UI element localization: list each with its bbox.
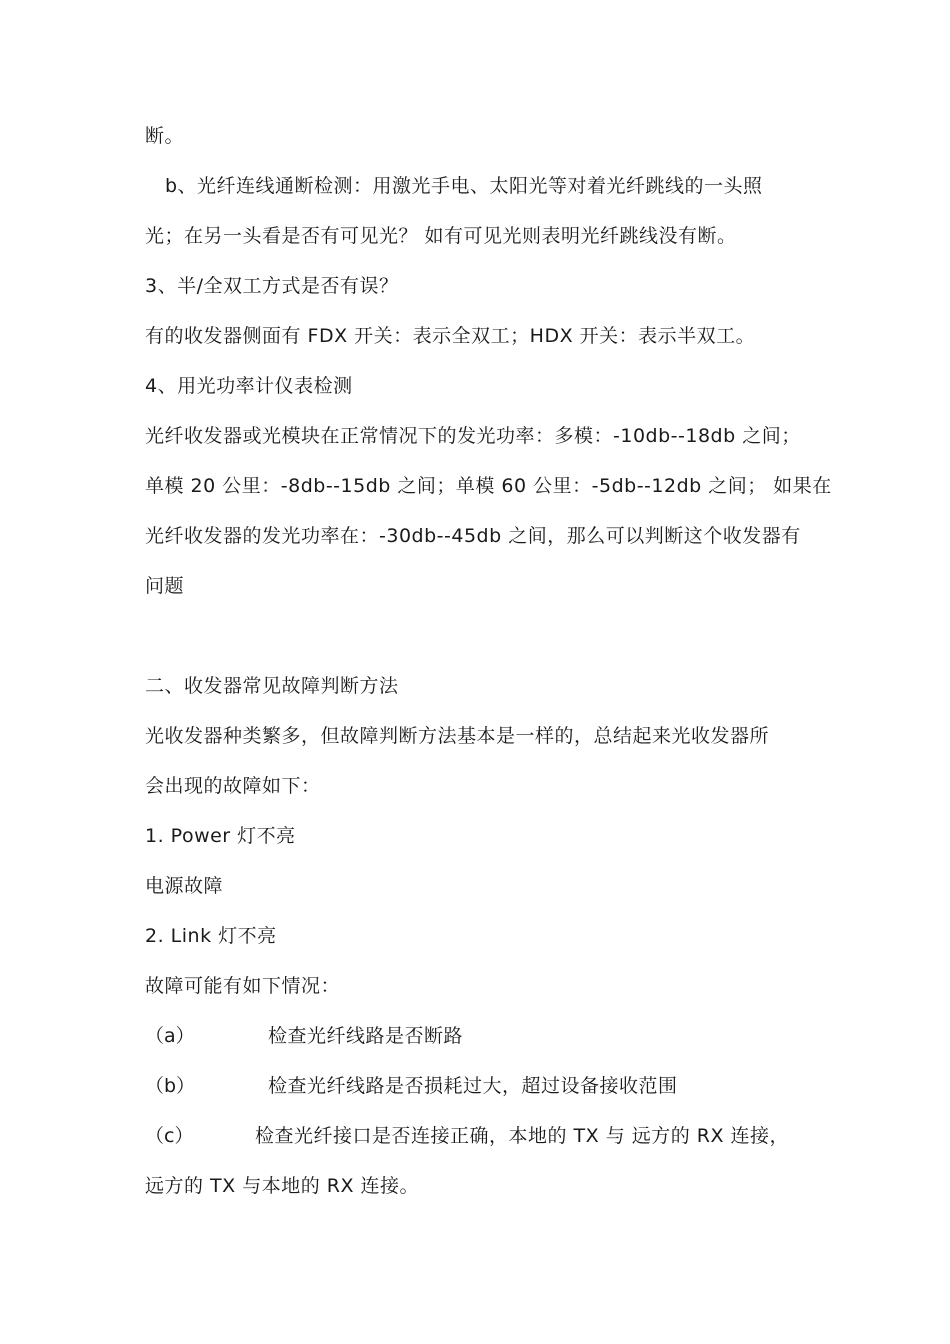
paragraph-line: 故障可能有如下情况： bbox=[145, 975, 341, 997]
sub-item-label: （c） bbox=[145, 1125, 194, 1147]
paragraph-line: 光收发器种类繁多，但故障判断方法基本是一样的，总结起来光收发器所 bbox=[145, 725, 770, 747]
section-heading: 3、半/全双工方式是否有误？ bbox=[145, 275, 399, 297]
sub-item-text: 检查光纤线路是否断路 bbox=[268, 1025, 464, 1047]
paragraph-line: 单模 20 公里：-8db--15db 之间；单模 60 公里：-5db--12db 之间； 如果在 bbox=[145, 475, 832, 497]
sub-item-label: （b） bbox=[145, 1075, 196, 1097]
paragraph-line: b、光纤连线通断检测：用激光手电、太阳光等对着光纤跳线的一头照 bbox=[165, 175, 763, 197]
paragraph-line: 会出现的故障如下： bbox=[145, 775, 321, 797]
paragraph-line: 断。 bbox=[145, 125, 185, 147]
paragraph-line: 光；在另一头看是否有可见光？ 如有可见光则表明光纤跳线没有断。 bbox=[145, 225, 737, 247]
paragraph-line: 电源故障 bbox=[145, 875, 224, 897]
sub-item-text: 检查光纤接口是否连接正确，本地的 TX 与 远方的 RX 连接， bbox=[255, 1125, 790, 1147]
list-item: 2. Link 灯不亮 bbox=[145, 925, 277, 947]
sub-item-label: （a） bbox=[145, 1025, 195, 1047]
paragraph-line: 光纤收发器的发光功率在：-30db--45db 之间，那么可以判断这个收发器有 bbox=[145, 525, 801, 547]
sub-item-text: 检查光纤线路是否损耗过大，超过设备接收范围 bbox=[268, 1075, 678, 1097]
paragraph-line: 光纤收发器或光模块在正常情况下的发光功率：多模：-10db--18db 之间； bbox=[145, 425, 801, 447]
paragraph-line: 远方的 TX 与本地的 RX 连接。 bbox=[145, 1175, 419, 1197]
section-heading: 二、收发器常见故障判断方法 bbox=[145, 675, 399, 697]
paragraph-line: 有的收发器侧面有 FDX 开关：表示全双工；HDX 开关：表示半双工。 bbox=[145, 325, 756, 347]
list-item: 1. Power 灯不亮 bbox=[145, 825, 296, 847]
paragraph-line: 问题 bbox=[145, 575, 185, 597]
section-heading: 4、用光功率计仪表检测 bbox=[145, 375, 353, 397]
